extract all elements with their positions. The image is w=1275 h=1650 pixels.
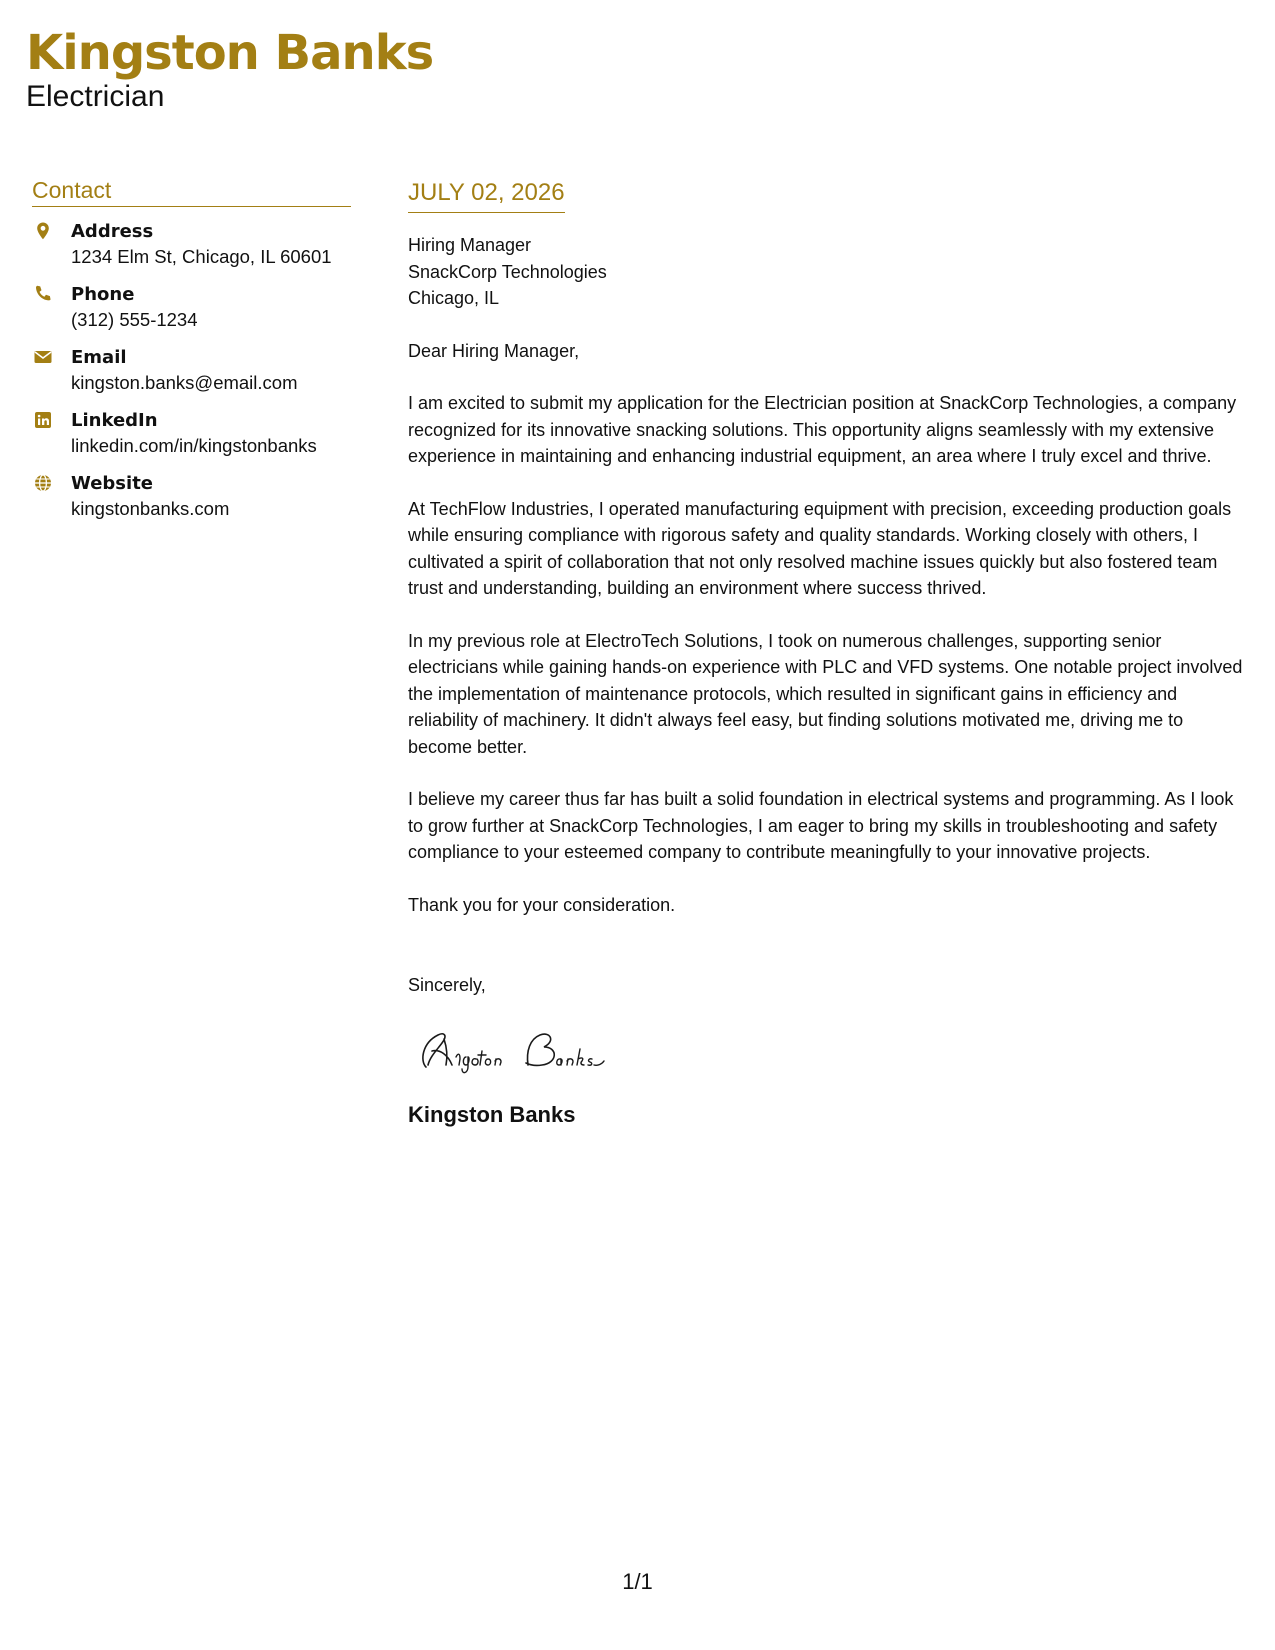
- letter-date-block: [408, 178, 565, 213]
- contact-heading: Contact: [32, 176, 351, 207]
- applicant-role: Electrician: [26, 80, 165, 113]
- contact-value: linkedin.com/in/kingstonbanks: [71, 435, 317, 456]
- location-pin-icon: [33, 221, 53, 241]
- signature-image: [408, 1021, 668, 1081]
- letter-date: JULY 02, 2026: [408, 179, 565, 206]
- recipient-line: Hiring Manager: [408, 235, 532, 255]
- contact-item-phone: [32, 282, 351, 345]
- linkedin-icon: [33, 410, 53, 430]
- salutation: Dear Hiring Manager,: [408, 340, 580, 361]
- contact-item-address: [32, 219, 351, 282]
- contact-label: LinkedIn: [71, 410, 158, 431]
- signer-name: Kingston Banks: [408, 1101, 576, 1127]
- contact-label: Address: [71, 221, 154, 242]
- body-paragraph: In my previous role at ElectroTech Solutions, I took on numerous challenges, supporting senior electricians while gaining hands-on experience with PLC and VFD systems. One notable project involved the implementation of maintenance protocols, which resulted in significant gains in efficiency and reliability of machinery. It didn't always feel easy, but finding solutions motivated me, driving me to become better.: [408, 630, 1243, 757]
- resume-header: [26, 22, 433, 114]
- contact-sidebar: [32, 176, 351, 534]
- contact-value: kingston.banks@email.com: [71, 372, 298, 393]
- contact-value: (312) 555-1234: [71, 309, 198, 330]
- contact-value: 1234 Elm St, Chicago, IL 60601: [71, 246, 332, 267]
- body-paragraph: At TechFlow Industries, I operated manufacturing equipment with precision, exceeding production goals while ensuring compliance with rigorous safety and quality standards. Working closely with others, I cultivated a spirit of collaboration that not only resolved machine issues quickly but also fostered team trust and understanding, building an environment where success thrived.: [408, 498, 1232, 598]
- contact-label: Phone: [71, 284, 135, 305]
- body-paragraph: I believe my career thus far has built a solid foundation in electrical systems and programming. As I look to grow further at SnackCorp Technologies, I am eager to bring my skills in troubleshooting and safety compliance to your esteemed company to contribute meaningfully to your innovative projects.: [408, 789, 1234, 862]
- contact-label: Website: [71, 473, 154, 494]
- contact-item-email: [32, 345, 351, 408]
- page-number: 1/1: [622, 1569, 653, 1594]
- recipient-line: Chicago, IL: [408, 288, 500, 308]
- recipient-line: SnackCorp Technologies: [408, 261, 607, 282]
- closing-line: Sincerely,: [408, 975, 486, 995]
- applicant-name: Kingston Banks: [26, 25, 434, 81]
- letter-body: [408, 178, 1248, 1129]
- contact-value: kingstonbanks.com: [71, 498, 230, 519]
- email-icon: [33, 347, 53, 367]
- contact-list: [32, 219, 351, 534]
- phone-icon: [33, 284, 53, 304]
- recipient-block: [408, 232, 1248, 312]
- globe-icon: [33, 473, 53, 493]
- body-paragraph: I am excited to submit my application for the Electrician position at SnackCorp Technologies, a company recognized for its innovative snacking solutions. This opportunity aligns seamlessly with my extensive experience in maintaining and enhancing industrial equipment, an area where I truly excel and thrive.: [408, 393, 1237, 466]
- contact-item-linkedin: [32, 408, 351, 471]
- contact-item-website: [32, 471, 351, 534]
- thanks-line: Thank you for your consideration.: [408, 894, 676, 915]
- contact-label: Email: [71, 347, 127, 368]
